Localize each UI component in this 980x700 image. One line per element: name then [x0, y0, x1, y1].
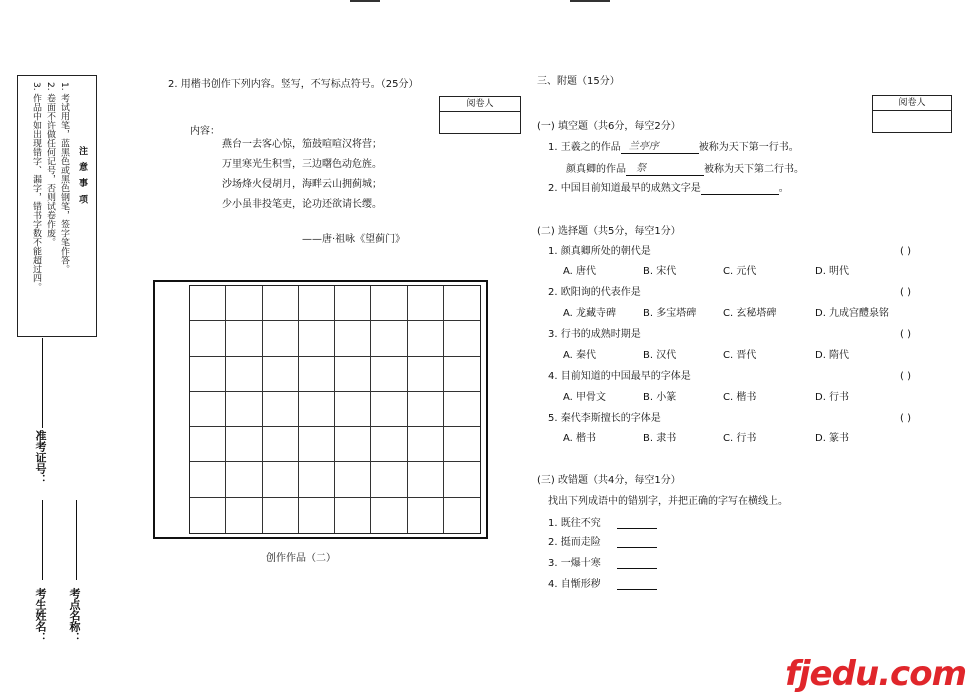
notice-item: 3. 作品中如出现错字、漏字，错书字数不能超过四。: [31, 82, 41, 292]
fill-item-1: [548, 141, 799, 154]
choice-option[interactable]: C. 玄秘塔碑: [723, 308, 777, 319]
choice-option[interactable]: A. 甲骨文: [563, 392, 607, 403]
grid-caption: 创作作品（二）: [266, 553, 336, 564]
grid-cell[interactable]: [263, 286, 299, 321]
poem-line: 少小虽非投笔吏，论功还欲请长缨。: [222, 199, 382, 210]
correct-instruction: 找出下列成语中的错别字，并把正确的字写在横线上。: [548, 496, 788, 507]
grid-cell[interactable]: [408, 321, 444, 356]
grid-cell[interactable]: [335, 286, 371, 321]
choice-option[interactable]: C. 元代: [723, 266, 757, 277]
answer-blank[interactable]: [626, 163, 704, 176]
grid-cell[interactable]: [408, 462, 444, 497]
choice-option[interactable]: C. 行书: [723, 433, 757, 444]
grid-cell[interactable]: [263, 462, 299, 497]
correct-blank[interactable]: [617, 580, 657, 590]
scan-edge-mark: [570, 0, 610, 2]
correct-item: 3. 一爆十寒: [548, 558, 601, 569]
choice-option[interactable]: D. 行书: [815, 392, 850, 403]
correct-item: 2. 挺而走险: [548, 537, 601, 548]
handwritten-answer: 祭: [636, 163, 646, 174]
choice-question: 5. 秦代李斯擅长的字体是: [548, 413, 661, 424]
grid-cell[interactable]: [444, 321, 480, 356]
notice-item: 1. 考试用笔，蓝黑色或黑色钢笔，签字笔作答。: [59, 82, 69, 274]
grid-cell[interactable]: [371, 427, 407, 462]
exam-no-label: 准考证号：: [34, 430, 47, 485]
grid-cell[interactable]: [371, 392, 407, 427]
notice-title: 注 意 事 项: [77, 146, 87, 206]
choice-question: 4. 目前知道的中国最早的字体是: [548, 371, 691, 382]
answer-paren[interactable]: ( ): [900, 246, 911, 257]
grid-cell[interactable]: [190, 427, 226, 462]
grid-cell[interactable]: [371, 498, 407, 533]
answer-blank[interactable]: [621, 141, 699, 154]
item-number: 1.: [548, 142, 558, 153]
name-line: [42, 500, 43, 580]
grid-cell[interactable]: [263, 392, 299, 427]
choice-title: (二) 选择题（共5分，每空1分）: [537, 226, 681, 237]
grid-cell[interactable]: [190, 321, 226, 356]
choice-question: 1. 颜真卿所处的朝代是: [548, 246, 651, 257]
grid-cell[interactable]: [190, 498, 226, 533]
grid-cell[interactable]: [299, 392, 335, 427]
grid-cell[interactable]: [335, 498, 371, 533]
grid-cell[interactable]: [263, 427, 299, 462]
grader-box-left: [439, 96, 521, 134]
grader-box-right: [872, 95, 952, 133]
grid-cell[interactable]: [371, 321, 407, 356]
grid-cell[interactable]: [190, 286, 226, 321]
choice-option[interactable]: A. 龙藏寺碑: [563, 308, 617, 319]
grid-cell[interactable]: [408, 498, 444, 533]
grid-cell[interactable]: [371, 357, 407, 392]
grid-cell[interactable]: [190, 357, 226, 392]
correct-blank[interactable]: [617, 559, 657, 569]
question-2: 2. 用楷书创作下列内容。竖写，不写标点符号。（25分）: [168, 79, 419, 90]
site-label: 考点名称：: [68, 588, 81, 643]
grid-cell[interactable]: [335, 427, 371, 462]
grid-cell[interactable]: [299, 321, 335, 356]
grid-cell[interactable]: [444, 286, 480, 321]
grid-cell[interactable]: [444, 392, 480, 427]
notice-item: 2. 卷面不许做任何记号，否则试卷作废。: [45, 82, 55, 247]
choice-option[interactable]: A. 唐代: [563, 266, 597, 277]
grid-cell[interactable]: [408, 427, 444, 462]
grid-cell[interactable]: [226, 392, 262, 427]
grid-cell[interactable]: [226, 498, 262, 533]
grid-cell[interactable]: [263, 498, 299, 533]
grid-cell[interactable]: [444, 427, 480, 462]
grid-cell[interactable]: [335, 462, 371, 497]
grid-cell[interactable]: [226, 357, 262, 392]
grid-cell[interactable]: [299, 498, 335, 533]
choice-option[interactable]: D. 隋代: [815, 350, 850, 361]
grid-cell[interactable]: [226, 321, 262, 356]
grid-cell[interactable]: [226, 286, 262, 321]
grader-label: 阅卷人: [440, 97, 520, 112]
poem-line: 万里寒光生积雪，三边曙色动危旌。: [222, 159, 382, 170]
content-label: 内容：: [190, 126, 220, 137]
choice-option[interactable]: B. 小篆: [643, 392, 677, 403]
choice-option[interactable]: C. 楷书: [723, 392, 757, 403]
poem-line: 沙场烽火侵胡月，海畔云山拥蓟城；: [222, 179, 382, 190]
item-pre: 颜真卿的作品: [566, 164, 626, 175]
grid-cell[interactable]: [226, 427, 262, 462]
fill-item-3: [548, 183, 789, 195]
choice-option[interactable]: B. 宋代: [643, 266, 677, 277]
choice-option[interactable]: B. 多宝塔碑: [643, 308, 697, 319]
correct-blank[interactable]: [617, 538, 657, 548]
grid-cell[interactable]: [444, 498, 480, 533]
grid-cell[interactable]: [335, 321, 371, 356]
grid-cell[interactable]: [263, 321, 299, 356]
grid-cell[interactable]: [444, 357, 480, 392]
answer-paren[interactable]: ( ): [900, 413, 911, 424]
answer-paren[interactable]: ( ): [900, 371, 911, 382]
grid-cell[interactable]: [371, 462, 407, 497]
choice-option[interactable]: A. 秦代: [563, 350, 597, 361]
handwritten-answer: 兰亭序: [628, 141, 659, 152]
choice-option[interactable]: A. 楷书: [563, 433, 597, 444]
answer-blank[interactable]: [701, 183, 779, 195]
answer-paren[interactable]: ( ): [900, 329, 911, 340]
grid-cell[interactable]: [335, 392, 371, 427]
poem-attribution: ——唐·祖咏《望蓟门》: [302, 234, 406, 245]
grid-cell[interactable]: [299, 462, 335, 497]
grid-cell[interactable]: [190, 462, 226, 497]
grid-cell[interactable]: [408, 286, 444, 321]
choice-option[interactable]: D. 明代: [815, 266, 850, 277]
item-pre: 中国目前知道最早的成熟文字是: [560, 183, 701, 194]
notice-box: [17, 75, 97, 337]
grid-cell[interactable]: [226, 462, 262, 497]
grid-cell[interactable]: [299, 357, 335, 392]
correct-item: 4. 自惭形秽: [548, 579, 601, 590]
choice-question: 3. 行书的成熟时期是: [548, 329, 641, 340]
choice-option[interactable]: D. 九成宫醴泉铭: [815, 308, 890, 319]
grid-cell[interactable]: [371, 286, 407, 321]
choice-question: 2. 欧阳询的代表作是: [548, 287, 641, 298]
correct-item: 1. 既往不究: [548, 518, 601, 529]
item-pre: 王羲之的作品: [560, 142, 621, 153]
writing-grid[interactable]: [189, 285, 481, 534]
choice-option[interactable]: D. 篆书: [815, 433, 850, 444]
site-watermark: fjedu.com: [785, 654, 966, 694]
item-post: 被称为天下第二行书。: [704, 164, 804, 175]
grader-label: 阅卷人: [873, 96, 951, 111]
correct-blank[interactable]: [617, 519, 657, 529]
choice-option[interactable]: B. 汉代: [643, 350, 677, 361]
poem-line: 燕台一去客心惊，笳鼓喧喧汉将营；: [222, 139, 382, 150]
site-line: [76, 500, 77, 580]
choice-option[interactable]: C. 晋代: [723, 350, 757, 361]
section-title: 三、附题（15分）: [537, 76, 620, 87]
fill-item-2: [566, 163, 804, 176]
correct-title: (三) 改错题（共4分，每空1分）: [537, 475, 681, 486]
fill-title: (一) 填空题（共6分，每空2分）: [537, 121, 681, 132]
exam-no-line: [42, 338, 43, 428]
item-post: 。: [778, 183, 789, 194]
grid-cell[interactable]: [299, 427, 335, 462]
grid-cell[interactable]: [408, 357, 444, 392]
grid-cell[interactable]: [299, 286, 335, 321]
grid-cell[interactable]: [190, 392, 226, 427]
name-label: 考生姓名：: [34, 588, 47, 643]
scan-edge-mark: [350, 0, 380, 2]
choice-option[interactable]: B. 隶书: [643, 433, 677, 444]
grid-cell[interactable]: [408, 392, 444, 427]
grid-cell[interactable]: [444, 462, 480, 497]
grid-cell[interactable]: [335, 357, 371, 392]
item-post: 被称为天下第一行书。: [698, 142, 799, 153]
answer-paren[interactable]: ( ): [900, 287, 911, 298]
item-number: 2.: [548, 183, 558, 194]
grid-cell[interactable]: [263, 357, 299, 392]
